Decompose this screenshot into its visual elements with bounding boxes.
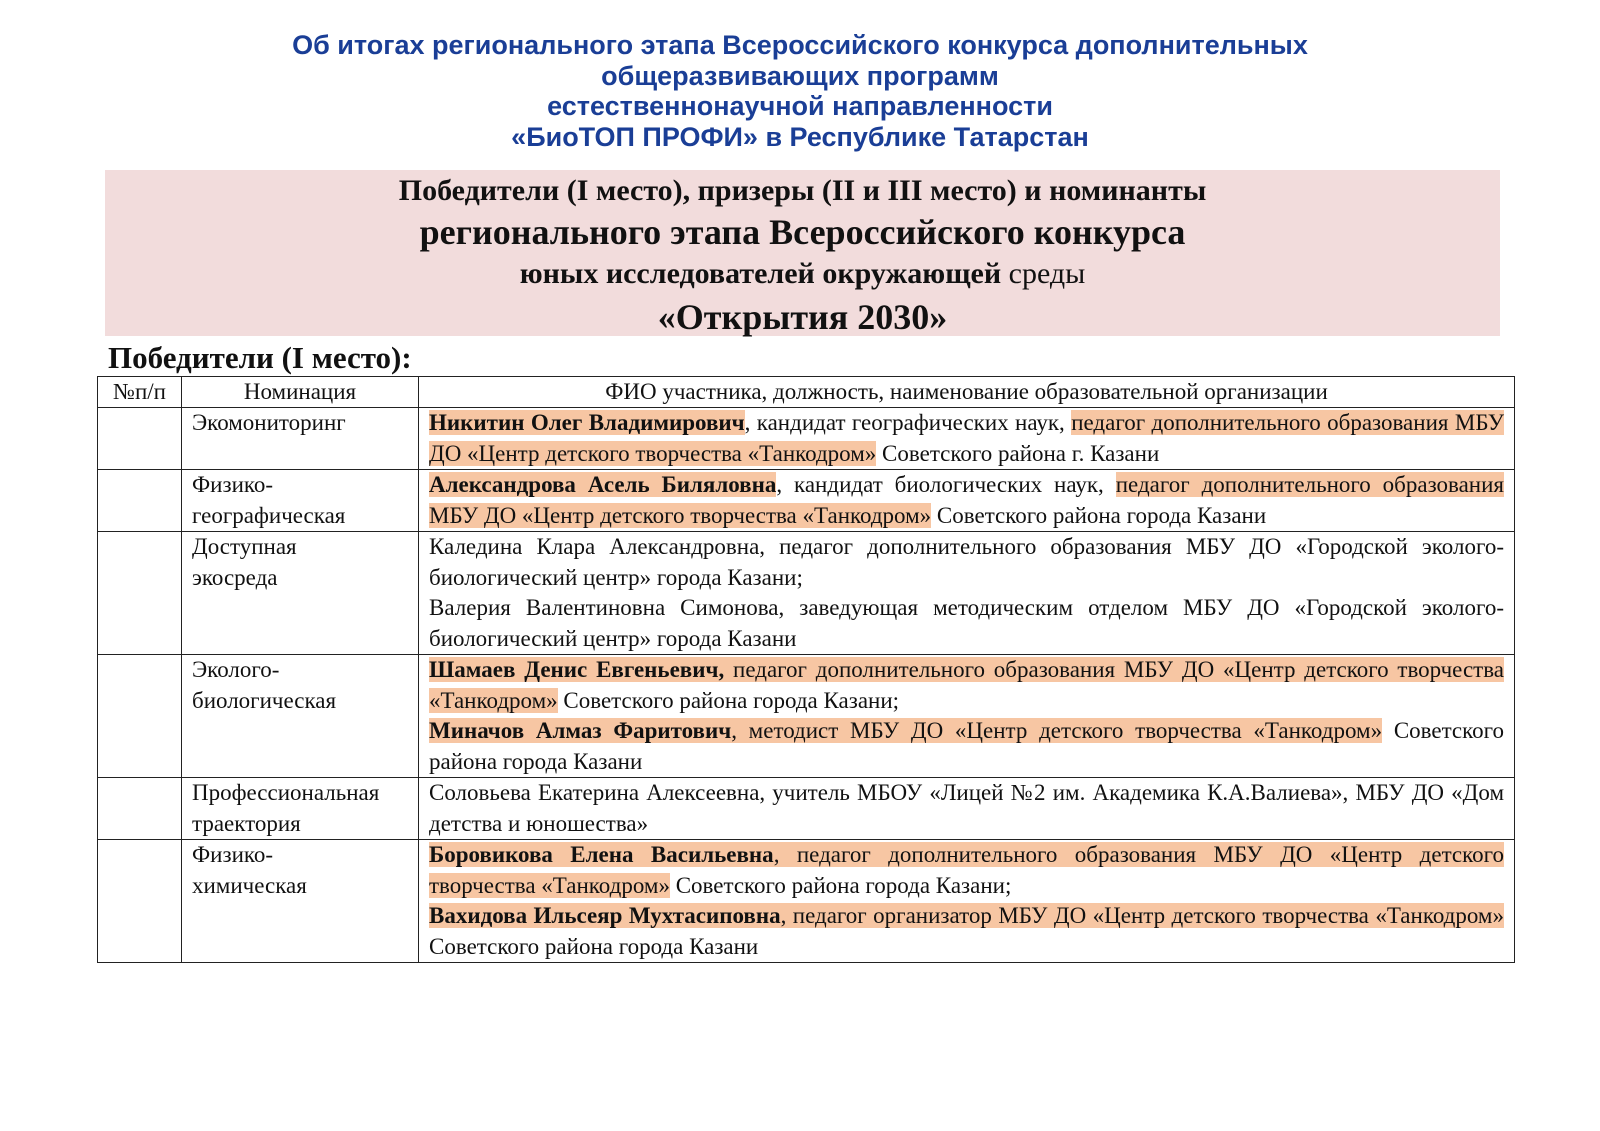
banner-line-4: «Открытия 2030» xyxy=(657,297,948,337)
participant-entry xyxy=(429,716,1504,777)
nomination-line: траектория xyxy=(192,810,301,836)
document-title xyxy=(0,30,1600,152)
participant-entry xyxy=(429,470,1504,531)
participant-name: Шамаев Денис Евгеньевич, xyxy=(429,657,725,682)
row-number xyxy=(98,655,182,778)
participant-position: , педагог организатор МБУ ДО «Центр детского творчества «Танкодром» xyxy=(780,903,1504,928)
participant-position: педагог дополнительного образования МБУ ДО «Центр детского творчества «Танкодром» xyxy=(429,657,1504,713)
participant-district: Советского района г. Казани xyxy=(876,440,1160,466)
table-row xyxy=(98,840,1515,963)
banner-line-3 xyxy=(105,256,1500,292)
participant-position: , методист МБУ ДО «Центр детского творчества «Танкодром» xyxy=(731,718,1383,743)
participant-position: педагог дополнительного образования МБУ ДО «Центр детского творчества «Танкодром» xyxy=(429,472,1504,528)
participant-name: Вахидова Ильсеяр Мухтасиповна xyxy=(429,903,781,928)
nomination-line: Физико- xyxy=(192,842,274,867)
header-nomination: Номинация xyxy=(182,377,419,408)
participant-name: Никитин Олег Владимирович xyxy=(429,410,745,435)
row-nomination xyxy=(182,655,419,778)
row-number xyxy=(98,532,182,655)
row-nomination xyxy=(182,532,419,655)
participant-name: Александрова Асель Биляловна xyxy=(429,472,777,497)
row-participants xyxy=(419,532,1515,655)
nomination-line: Эколого- xyxy=(192,657,280,682)
participant-position: педагог дополнительного образования МБУ ДО «Центр детского творчества «Танкодром» xyxy=(429,410,1505,466)
row-participants xyxy=(419,408,1515,470)
row-number xyxy=(98,840,182,963)
nomination-line: химическая xyxy=(192,872,307,898)
nomination-line: Доступная xyxy=(192,534,297,559)
participant-entry xyxy=(429,901,1504,962)
participant-degree: , кандидат географических наук, xyxy=(744,410,1072,435)
participant-district: Советского района города Казани xyxy=(429,933,759,959)
title-line-4: «БиоТОП ПРОФИ» в Республике Татарстан xyxy=(511,121,1089,152)
results-banner xyxy=(105,170,1500,336)
banner-line-2: регионального этапа Всероссийского конкурса xyxy=(419,212,1186,252)
table-row xyxy=(98,778,1515,840)
table-row xyxy=(98,655,1515,778)
section-heading: Победители (I место): xyxy=(108,340,412,375)
participant-text: Каледина Клара Александровна, педагог дополнительного образования МБУ ДО «Городской эколого-биологический центр» города Казани; xyxy=(429,534,1504,590)
title-line-3: естественнонаучной направленности xyxy=(547,91,1053,121)
participant-entry xyxy=(429,840,1504,901)
title-line-2: общеразвивающих программ xyxy=(601,60,999,91)
nomination-line: Экомониторинг xyxy=(192,410,346,435)
row-nomination xyxy=(182,408,419,470)
banner-line-3-bold: юных исследователей окружающей xyxy=(519,257,1002,290)
participant-district: Советского района города Казани xyxy=(429,718,1505,774)
nomination-line: Профессиональная xyxy=(192,780,380,805)
table-header-row xyxy=(98,377,1515,408)
row-number xyxy=(98,778,182,840)
participant-district: Советского района города Казани xyxy=(931,502,1267,528)
nomination-line: биологическая xyxy=(192,687,337,713)
participant-entry xyxy=(429,593,1504,654)
row-participants xyxy=(419,655,1515,778)
participant-text: Соловьева Екатерина Алексеевна, учитель МБОУ «Лицей №2 им. Академика К.А.Валиева», МБУ ДО «Дом детства и юношества» xyxy=(429,780,1504,836)
row-nomination xyxy=(182,470,419,532)
title-line-1: Об итогах регионального этапа Всероссийского конкурса дополнительных xyxy=(292,30,1308,60)
row-number xyxy=(98,470,182,532)
table-row xyxy=(98,532,1515,655)
participant-text: Валерия Валентиновна Симонова, заведующая методическим отделом МБУ ДО «Городской эколого-биологический центр» города Казани xyxy=(429,595,1504,651)
header-number: №п/п xyxy=(98,377,182,408)
header-participant: ФИО участника, должность, наименование образовательной организации xyxy=(419,377,1515,408)
participant-district: Советского района города Казани; xyxy=(669,872,1012,898)
winners-table xyxy=(97,376,1515,963)
participant-name: Боровикова Елена Васильевна xyxy=(429,842,774,867)
row-participants xyxy=(419,840,1515,963)
row-participants xyxy=(419,778,1515,840)
row-nomination xyxy=(182,778,419,840)
table-body xyxy=(98,408,1515,963)
participant-name: Миначов Алмаз Фаритович xyxy=(429,718,732,743)
participant-position: , педагог дополнительного образования МБУ ДО «Центр детского творчества «Танкодром» xyxy=(429,842,1504,898)
row-number xyxy=(98,408,182,470)
row-participants xyxy=(419,470,1515,532)
table-row xyxy=(98,408,1515,470)
participant-degree: , кандидат биологических наук, xyxy=(776,472,1116,497)
banner-line-3-normal: среды xyxy=(1001,257,1086,290)
participant-entry xyxy=(429,655,1504,716)
nomination-line: географическая xyxy=(192,502,346,528)
nomination-line: Физико- xyxy=(192,472,274,497)
participant-entry xyxy=(429,532,1504,593)
participant-district: Советского района города Казани; xyxy=(557,687,900,713)
nomination-line: экосреда xyxy=(192,564,278,590)
row-nomination xyxy=(182,840,419,963)
participant-entry xyxy=(429,408,1504,469)
banner-line-1: Победители (I место), призеры (II и III место) и номинанты xyxy=(398,174,1207,207)
participant-entry xyxy=(429,778,1504,839)
table-row xyxy=(98,470,1515,532)
